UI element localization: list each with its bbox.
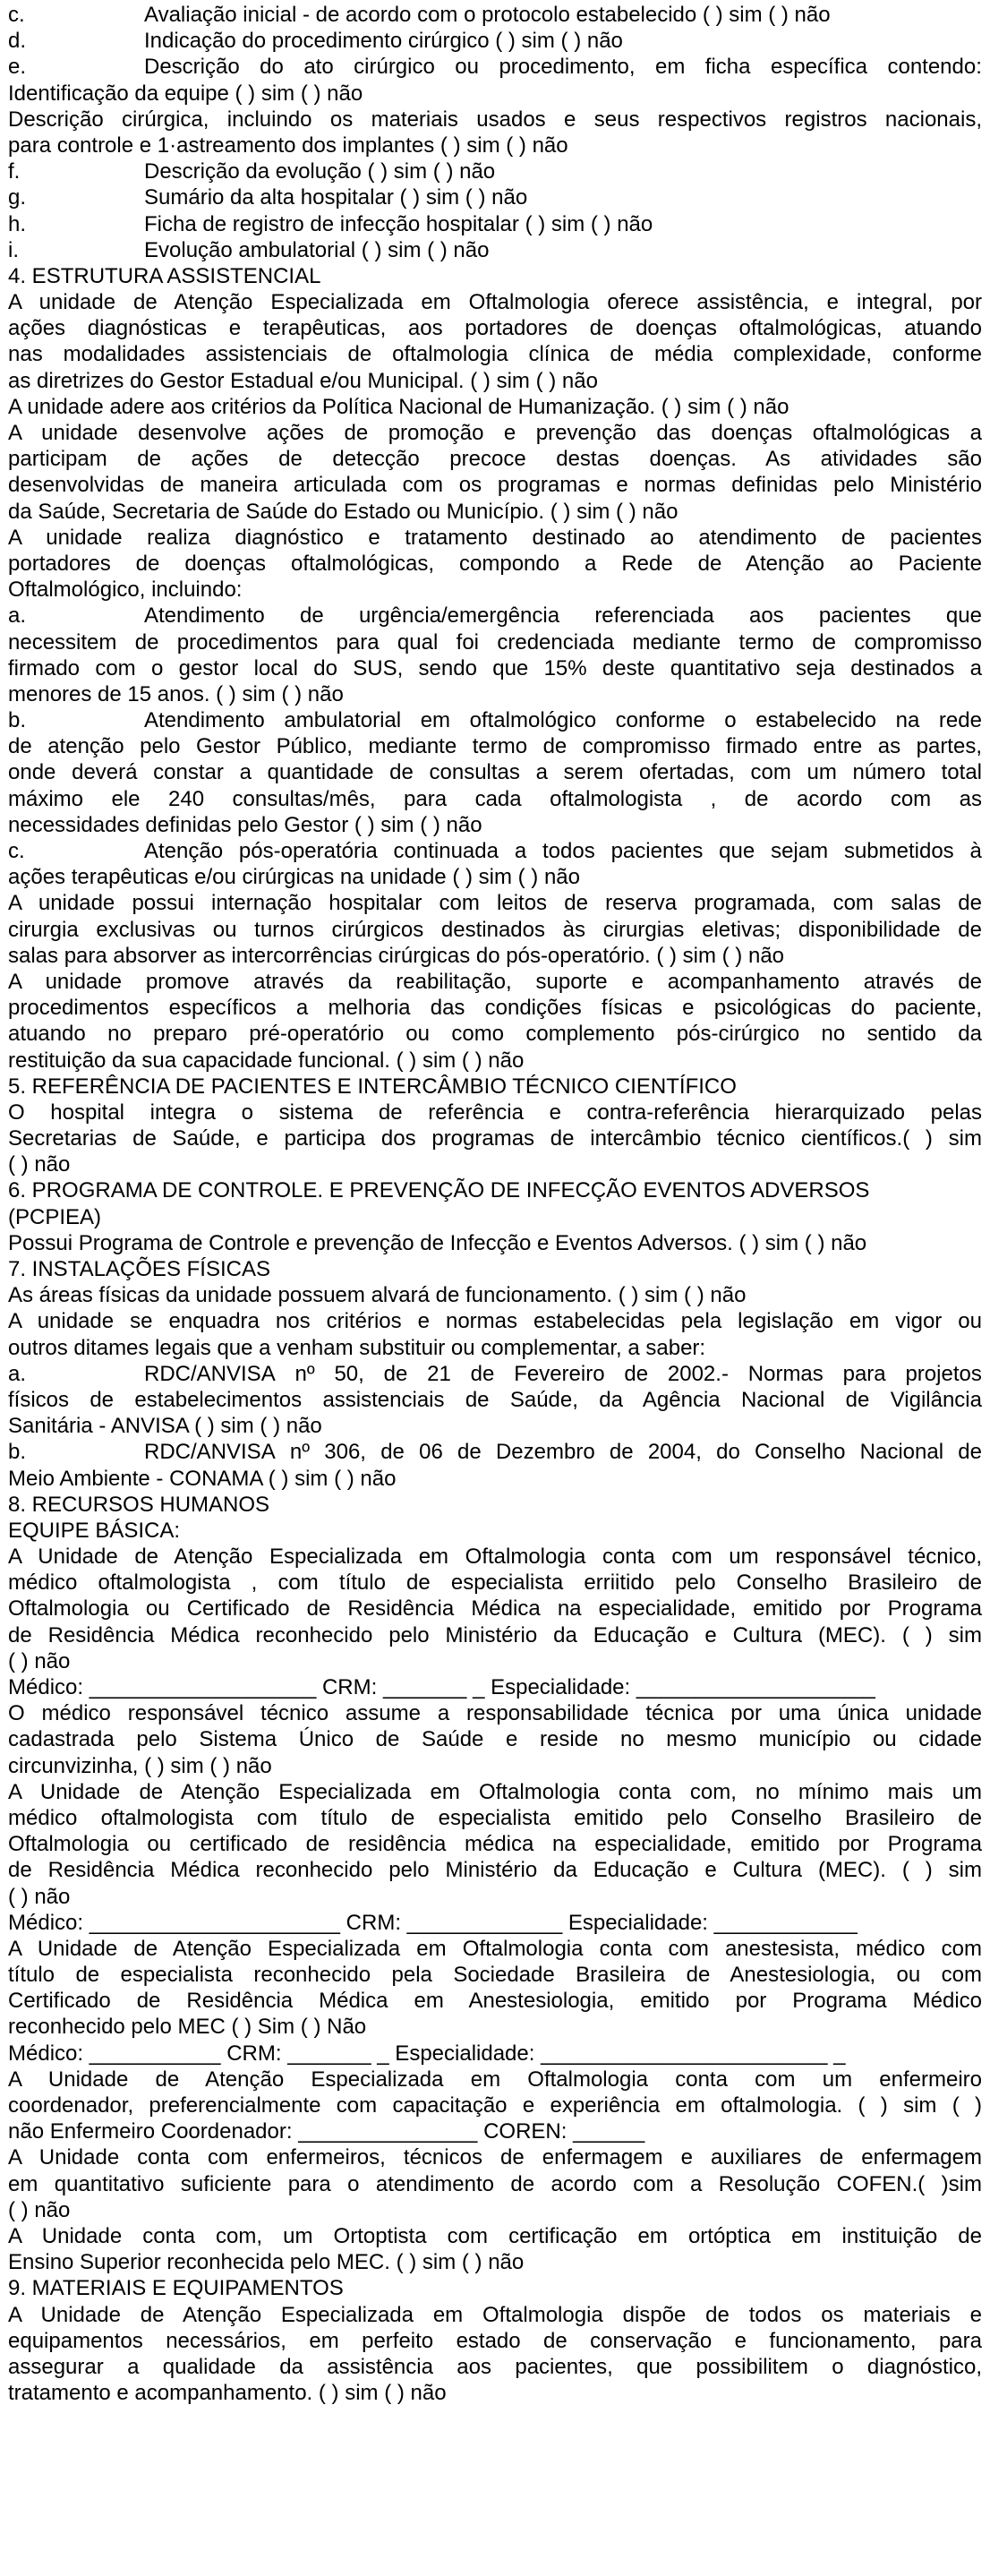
text-line: 8. RECURSOS HUMANOS [8, 1492, 270, 1517]
text-line: 5. REFERÊNCIA DE PACIENTES E INTERCÂMBIO TÉCNICO CIENTÍFICO [8, 1074, 737, 1099]
text-line: equipamentos necessários, em perfeito estado de conservação e funcionamento, para [8, 2328, 982, 2353]
text-line: restituição da sua capacidade funcional. ( ) sim ( ) não [8, 1048, 525, 1073]
text-line: 6. PROGRAMA DE CONTROLE. E PREVENÇÃO DE INFECÇÃO EVENTOS ADVERSOS [8, 1178, 870, 1203]
list-item-label: h. [8, 211, 27, 236]
list-item-label: b. [8, 708, 27, 733]
text-line: firmado com o gestor local do SUS, sendo que 15% deste quantitativo seja destinados a [8, 655, 982, 680]
text-line: Sanitária - ANVISA ( ) sim ( ) não [8, 1414, 322, 1439]
text-line: para controle e 1·astreamento dos implantes ( ) sim ( ) não [8, 133, 568, 158]
text-line: A Unidade de Atenção Especializada em Oftalmologia dispõe de todos os materiais e [8, 2302, 982, 2327]
text-line: menores de 15 anos. ( ) sim ( ) não [8, 681, 344, 706]
list-item [8, 158, 982, 184]
text-line: A unidade possui internação hospitalar com leitos de reserva programada, com salas de [8, 891, 982, 916]
list-item-text: Evolução ambulatorial ( ) sim ( ) não [144, 237, 490, 262]
text-line: Descrição cirúrgica, incluindo os materiais usados e seus respectivos registros nacionais, [8, 107, 982, 132]
text-line: 4. ESTRUTURA ASSISTENCIAL [8, 263, 321, 288]
text-line: físicos de estabelecimentos assistenciais de Saúde, da Agência Nacional de Vigilância [8, 1387, 982, 1412]
text-line: circunvizinha, ( ) sim ( ) não [8, 1753, 272, 1778]
list-item-text: Descrição da evolução ( ) sim ( ) não [144, 159, 496, 184]
text-line: salas para absorver as intercorrências cirúrgicas do pós-operatório. ( ) sim ( ) não [8, 943, 785, 968]
text-line: Oftalmologia ou certificado de residência médica na especialidade, emitido por Programa [8, 1832, 982, 1857]
text-line: procedimentos específicos a melhoria das condições físicas e psicológicas do paciente, [8, 996, 982, 1021]
text-line: 7. INSTALAÇÕES FÍSICAS [8, 1257, 270, 1281]
text-line: ( ) não [8, 1152, 71, 1177]
text-line: de Residência Médica reconhecido pelo Ministério da Educação e Cultura (MEC). ( ) sim [8, 1622, 982, 1647]
text-line: Meio Ambiente - CONAMA ( ) sim ( ) não [8, 1466, 397, 1491]
list-item-label: f. [8, 159, 21, 184]
text-line: 9. MATERIAIS E EQUIPAMENTOS [8, 2276, 344, 2301]
text-line: A Unidade de Atenção Especializada em Oftalmologia conta com anestesista, médico com [8, 1936, 982, 1961]
list-item [8, 184, 982, 210]
list-item-text: Descrição do ato cirúrgico ou procedimento, em ficha específica contendo: [144, 55, 982, 80]
list-item-text: Atendimento ambulatorial em oftalmológico conforme o estabelecido na rede [144, 708, 982, 733]
text-line: ações terapêuticas e/ou cirúrgicas na unidade ( ) sim ( ) não [8, 865, 580, 890]
text-line: necessidades definidas pelo Gestor ( ) sim ( ) não [8, 812, 482, 837]
list-item-label: b. [8, 1440, 27, 1465]
list-item-label: a. [8, 1361, 27, 1386]
text-line: A unidade realiza diagnóstico e tratamento destinado ao atendimento de pacientes [8, 525, 982, 550]
text-line: A unidade promove através da reabilitação, suporte e acompanhamento através de [8, 969, 982, 994]
text-line: A unidade se enquadra nos critérios e normas estabelecidas pela legislação em vigor ou [8, 1309, 982, 1334]
list-item [8, 707, 982, 733]
list-item-text: Avaliação inicial - de acordo com o protocolo estabelecido ( ) sim ( ) não [144, 3, 831, 27]
text-line: as diretrizes do Gestor Estadual e/ou Municipal. ( ) sim ( ) não [8, 368, 598, 393]
list-item-label: c. [8, 839, 25, 863]
list-item-text: Atenção pós-operatória continuada a todos pacientes que sejam submetidos à [144, 839, 982, 863]
text-line: ações diagnósticas e terapêuticas, aos portadores de doenças oftalmológicas, atuando [8, 316, 982, 341]
text-line: assegurar a qualidade da assistência aos pacientes, que possibilitem o diagnóstico, [8, 2354, 982, 2379]
list-item-text: Sumário da alta hospitalar ( ) sim ( ) não [144, 185, 528, 210]
text-line: Secretarias de Saúde, e participa dos programas de intercâmbio técnico científicos.( ) sim [8, 1126, 982, 1151]
text-line: As áreas físicas da unidade possuem alvará de funcionamento. ( ) sim ( ) não [8, 1283, 747, 1308]
list-item [8, 28, 982, 54]
text-line: atuando no preparo pré-operatório ou como complemento pós-cirúrgico no sentido da [8, 1022, 982, 1047]
text-line: ( ) não [8, 1884, 71, 1909]
text-line: máximo ele 240 consultas/mês, para cada oftalmologista , de acordo com as [8, 786, 982, 811]
text-line: da Saúde, Secretaria de Saúde do Estado ou Município. ( ) sim ( ) não [8, 499, 678, 524]
text-line: ( ) não [8, 1648, 71, 1673]
list-item-text: RDC/ANVISA nº 50, de 21 de Fevereiro de 2002.- Normas para projetos [144, 1361, 982, 1386]
list-item-label: g. [8, 185, 27, 210]
text-line: O médico responsável técnico assume a responsabilidade técnica por uma única unidade [8, 1701, 982, 1726]
text-line: de Residência Médica reconhecido pelo Ministério da Educação e Cultura (MEC). ( ) sim [8, 1858, 982, 1883]
list-item [8, 2, 982, 28]
text-line: reconhecido pelo MEC ( ) Sim ( ) Não [8, 2015, 367, 2040]
text-line: desenvolvidas de maneira articulada com os programas e normas definidas pelo Ministério [8, 473, 982, 498]
list-item [8, 211, 982, 237]
list-item [8, 237, 982, 263]
text-line: A Unidade conta com enfermeiros, técnicos de enfermagem e auxiliares de enfermagem [8, 2145, 982, 2170]
text-line: A unidade desenvolve ações de promoção e prevenção das doenças oftalmológicas a [8, 421, 982, 445]
text-line: Médico: ___________________ CRM: _______ _ Especialidade: ____________________ [8, 1675, 875, 1699]
text-line: necessitem de procedimentos para qual foi credenciada mediante termo de compromisso [8, 629, 982, 655]
text-line: médico oftalmologista , com título de especialista erriitido pelo Conselho Brasileiro de [8, 1570, 982, 1596]
list-item [8, 838, 982, 864]
text-line: Identificação da equipe ( ) sim ( ) não [8, 81, 363, 106]
text-line: Oftalmologia ou Certificado de Residência Médica na especialidade, emitido por Programa [8, 1596, 982, 1622]
text-line: Possui Programa de Controle e prevenção de Infecção e Eventos Adversos. ( ) sim ( ) não [8, 1230, 867, 1255]
text-line: A Unidade de Atenção Especializada em Oftalmologia conta com um enfermeiro [8, 2067, 982, 2092]
list-item-text: Atendimento de urgência/emergência referenciada aos pacientes que [144, 603, 982, 629]
text-line: portadores de doenças oftalmológicas, compondo a Rede de Atenção ao Paciente [8, 551, 982, 576]
text-line: não Enfermeiro Coordenador: _______________ COREN: ______ [8, 2119, 645, 2144]
list-item-label: d. [8, 29, 27, 54]
list-item-text: Ficha de registro de infecção hospitalar ( ) sim ( ) não [144, 211, 653, 236]
text-line: cadastrada pelo Sistema Único de Saúde e reside no mesmo município ou cidade [8, 1727, 982, 1752]
text-line: A Unidade de Atenção Especializada em Oftalmologia conta com um responsável técnico, [8, 1545, 982, 1570]
text-line: A Unidade de Atenção Especializada em Oftalmologia conta com, no mínimo mais um [8, 1779, 982, 1804]
text-line: nas modalidades assistenciais de oftalmologia clínica de média complexidade, conforme [8, 342, 982, 367]
text-line: ( ) não [8, 2197, 71, 2222]
text-line: Oftalmológico, incluindo: [8, 578, 243, 603]
text-line: A unidade de Atenção Especializada em Oftalmologia oferece assistência, e integral, por [8, 290, 982, 315]
text-line: outros ditames legais que a venham substituir ou complementar, a saber: [8, 1335, 706, 1360]
list-item-text: Indicação do procedimento cirúrgico ( ) sim ( ) não [144, 29, 623, 54]
text-line: EQUIPE BÁSICA: [8, 1518, 181, 1543]
text-line: cirurgia exclusivas ou turnos cirúrgicos destinados às cirurgias eletivas; disponibilidade de [8, 917, 982, 942]
list-item-label: c. [8, 3, 25, 27]
list-item-text: RDC/ANVISA nº 306, de 06 de Dezembro de 2004, do Conselho Nacional de [144, 1440, 982, 1465]
text-line: de atenção pelo Gestor Público, mediante termo de compromisso firmado entre as partes, [8, 734, 982, 759]
text-line: tratamento e acompanhamento. ( ) sim ( ) não [8, 2381, 447, 2406]
text-line: O hospital integra o sistema de referência e contra-referência hierarquizado pelas [8, 1100, 982, 1125]
text-line: Ensino Superior reconhecida pelo MEC. ( ) sim ( ) não [8, 2250, 525, 2275]
text-line: A unidade adere aos critérios da Política Nacional de Humanização. ( ) sim ( ) não [8, 394, 789, 419]
list-item [8, 1361, 982, 1387]
text-line: participam de ações de detecção precoce destas doenças. As atividades são [8, 447, 982, 472]
text-line: A Unidade conta com, um Ortoptista com certificação em ortóptica em instituição de [8, 2223, 982, 2248]
text-line: coordenador, preferencialmente com capacitação e experiência em oftalmologia. ( ) sim ( ) [8, 2093, 982, 2118]
text-line: em quantitativo suficiente para o atendimento de acordo com a Resolução COFEN.( )sim [8, 2171, 982, 2196]
list-item-label: i. [8, 237, 19, 262]
list-item-label: e. [8, 55, 27, 80]
text-line: onde deverá constar a quantidade de consultas a serem ofertadas, com um número total [8, 760, 982, 785]
text-line: Médico: _____________________ CRM: _____________ Especialidade: ____________ [8, 1910, 858, 1935]
text-line: médico oftalmologista com título de especialista emitido pelo Conselho Brasileiro de [8, 1805, 982, 1830]
list-item [8, 54, 982, 80]
text-line: Certificado de Residência Médica em Anestesiologia, emitido por Programa Médico [8, 1989, 982, 2014]
list-item-label: a. [8, 603, 27, 629]
list-item [8, 1439, 982, 1465]
text-line: título de especialista reconhecido pela Sociedade Brasileira de Anestesiologia, ou com [8, 1963, 982, 1988]
list-item [8, 603, 982, 629]
text-line: Médico: ___________ CRM: _______ _ Especialidade: ________________________ _ [8, 2041, 846, 2066]
text-line: (PCPIEA) [8, 1204, 102, 1229]
